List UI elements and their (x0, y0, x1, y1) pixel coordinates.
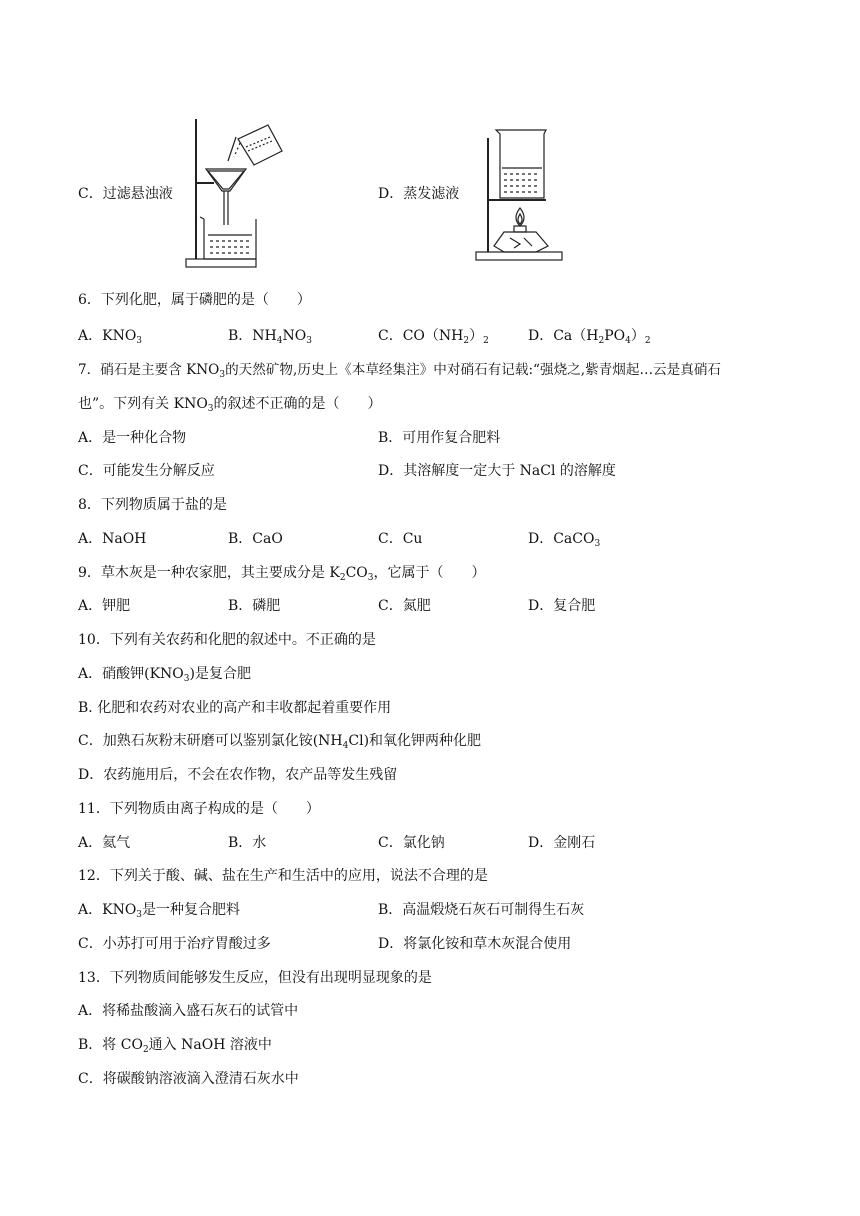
q5-option-d: D．蒸发滤液 (378, 186, 460, 202)
q6-option-c: C．$CO(NH_2)_2$ (378, 328, 489, 346)
q7-option-a: A．是一种化合物 (78, 430, 187, 446)
q13-option-c: C．将碳酸钠溶液滴入澄清石灰水中 (78, 1071, 299, 1087)
q7-stem-line2: 也”。下列有关 $KNO_3$的叙述不正确的是（ ） (78, 396, 382, 414)
evaporation-apparatus-figure (474, 128, 570, 262)
q11-option-d: D．金刚石 (528, 835, 596, 851)
q10-option-c: C．加熟石灰粉末研磨可以鉴别氯化铵$(NH_4Cl)$和氧化钾两种化肥 (78, 733, 482, 751)
q8-option-a: A．NaOH (78, 531, 147, 547)
q9-option-c: C．氮肥 (378, 598, 431, 614)
q8-stem: 8．下列物质属于盐的是 (78, 497, 227, 513)
filtration-apparatus-figure (184, 117, 290, 269)
q12-option-d: D．将氯化铵和草木灰混合使用 (378, 936, 572, 952)
q10-stem: 10．下列有关农药和化肥的叙述中。不正确的是 (78, 632, 376, 648)
q12-option-c: C．小苏打可用于治疗胃酸过多 (78, 936, 271, 952)
q11-stem: 11．下列物质由离子构成的是（ ） (78, 801, 320, 817)
q6-option-b: B．$NH_4NO_3$ (228, 328, 312, 346)
q10-option-d: D．农药施用后，不会在农作物，农产品等发生残留 (78, 767, 398, 783)
q6-stem: 6．下列化肥，属于磷肥的是（ ） (78, 292, 311, 308)
q8-option-b: B．CaO (228, 531, 283, 547)
q13-option-b: B．将 $CO_2$通入 NaOH 溶液中 (78, 1037, 272, 1055)
q7-stem-line1: 7．硝石是主要含 $KNO_3$的天然矿物,历史上《本草经集注》中对硝石有记载:“强烧之,紫青烟起…云是真硝石 (78, 362, 722, 380)
q11-option-b: B．水 (228, 835, 267, 851)
q9-option-d: D．复合肥 (528, 598, 596, 614)
q7-option-c: C．可能发生分解反应 (78, 463, 215, 479)
q11-option-a: A．氦气 (78, 835, 131, 851)
q13-option-a: A．将稀盐酸滴入盛石灰石的试管中 (78, 1003, 299, 1019)
q12-stem: 12．下列关于酸、碱、盐在生产和生活中的应用，说法不合理的是 (78, 868, 488, 884)
q8-option-c: C．Cu (378, 531, 423, 547)
q7-option-d: D．其溶解度一定大于 NaCl 的溶解度 (378, 463, 616, 479)
q7-option-b: B．可用作复合肥料 (378, 430, 501, 446)
q10-option-a: A．硝酸钾$(KNO_3)$是复合肥 (78, 666, 251, 684)
q9-option-a: A．钾肥 (78, 598, 131, 614)
q11-option-c: C．氯化钠 (378, 835, 445, 851)
q12-option-b: B．高温煅烧石灰石可制得生石灰 (378, 902, 585, 918)
q6-option-a: A．$KNO_3$ (78, 328, 143, 346)
q6-option-d: D．$Ca(H_2PO_4)_2$ (528, 328, 651, 346)
q13-stem: 13．下列物质间能够发生反应，但没有出现明显现象的是 (78, 970, 432, 986)
q12-option-a: A．$KNO_3$是一种复合肥料 (78, 902, 241, 920)
q5-option-c: C．过滤悬浊液 (78, 186, 173, 202)
q8-option-d: D．CaCO$_3$ (528, 531, 601, 549)
q10-option-b: B. 化肥和农药对农业的高产和丰收都起着重要作用 (78, 700, 392, 716)
q9-stem: 9．草木灰是一种农家肥，其主要成分是 $K_2CO_3$，它属于（ ） (78, 565, 486, 583)
q9-option-b: B．磷肥 (228, 598, 281, 614)
